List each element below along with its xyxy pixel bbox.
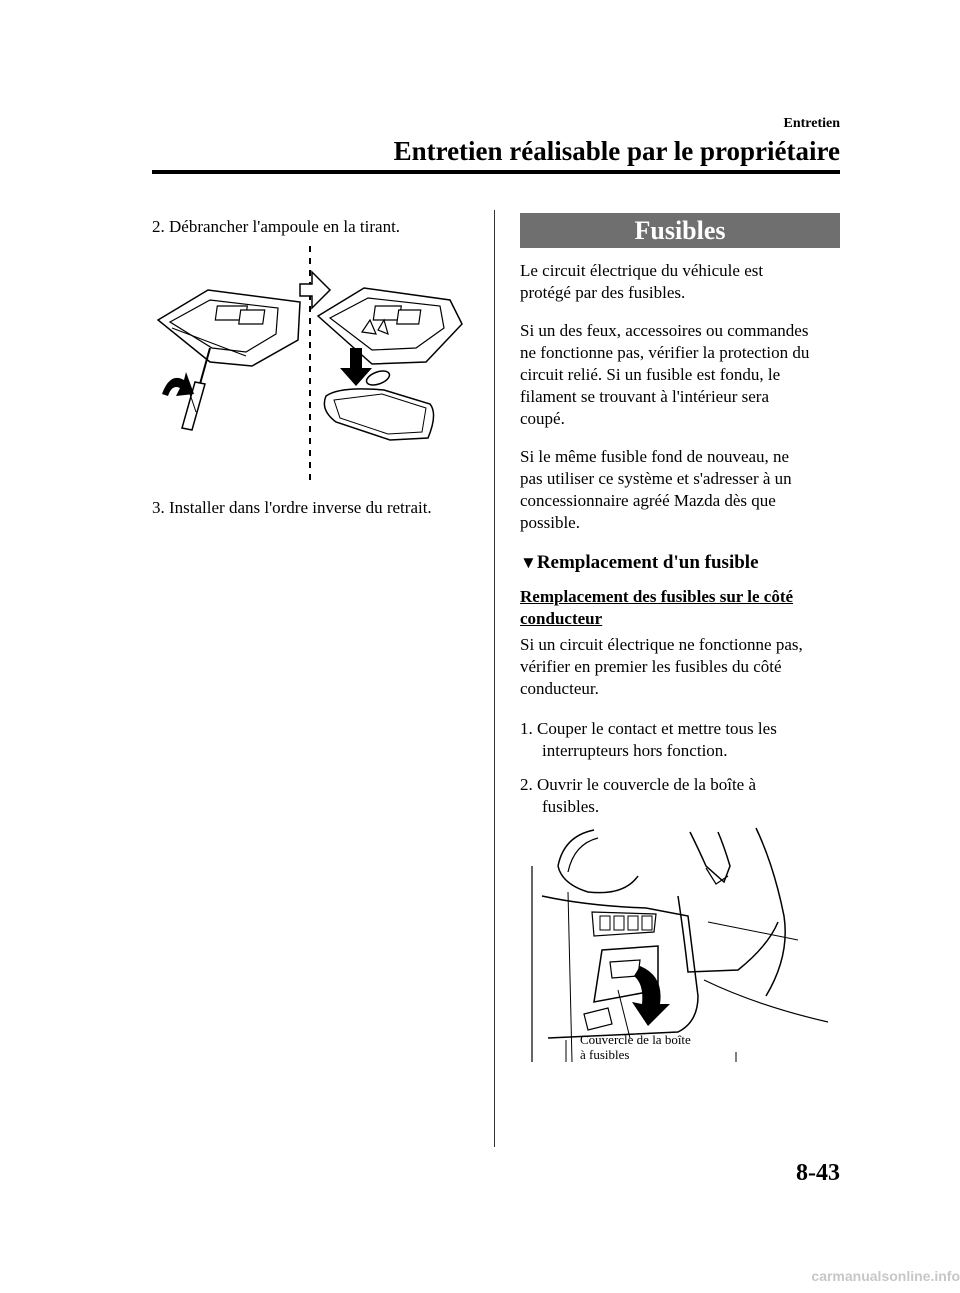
watermark-footer: carmanualsonline.info	[811, 1268, 960, 1284]
page-title: Entretien réalisable par le propriétaire	[393, 136, 840, 166]
right-step-1: 1. Couper le contact et mettre tous les interrupteurs hors fonction.	[520, 719, 777, 760]
replacement-subheading: ▼Remplacement d'un fusible	[520, 552, 759, 573]
paragraph-2: Si un des feux, accessoires ou commandes ne fonctionne pas, vérifier la protection du circuit relié. Si un fusible est fondu, le filament se trouvant à l'intérieur sera coupé.	[520, 321, 810, 428]
bulb-removal-illustration	[150, 244, 470, 484]
column-divider	[494, 210, 495, 1147]
paragraph-1: Le circuit électrique du véhicule est protégé par des fusibles.	[520, 261, 764, 302]
left-step-2: 2. Débrancher l'ampoule en la tirant.	[152, 217, 401, 236]
paragraph-4: Si un circuit électrique ne fonctionne pas, vérifier en premier les fusibles du côté conducteur.	[520, 635, 803, 698]
section-label: Entretien	[783, 116, 840, 131]
driver-side-heading: Remplacement des fusibles sur le côté conducteur	[520, 587, 794, 628]
paragraph-3: Si le même fusible fond de nouveau, ne pas utiliser ce système et s'adresser à un concessionnaire agréé Mazda dès que possible.	[520, 447, 792, 532]
page-number: 8-43	[796, 1160, 840, 1186]
fuse-box-cover-illustration	[528, 826, 832, 1062]
right-step-2: 2. Ouvrir le couvercle de la boîte à fusibles.	[520, 775, 757, 816]
fuse-box-cover-callout: Couvercle de la boîte à fusibles	[580, 1032, 691, 1062]
left-step-3: 3. Installer dans l'ordre inverse du retrait.	[152, 498, 432, 517]
header-rule	[152, 170, 840, 174]
triangle-down-icon: ▼	[520, 553, 537, 572]
fuses-heading: Fusibles	[520, 213, 840, 248]
